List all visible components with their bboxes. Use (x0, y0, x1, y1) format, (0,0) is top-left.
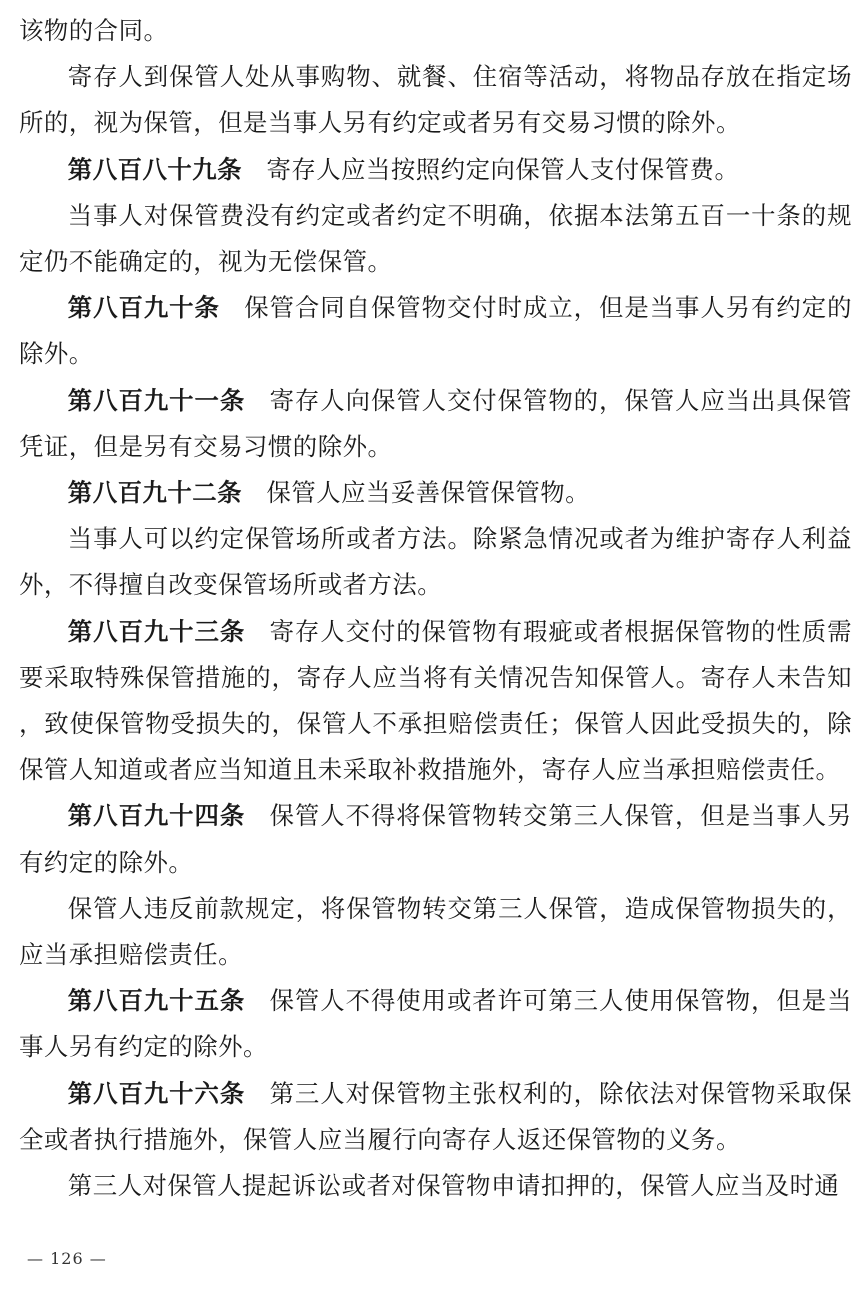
article-891-text: 寄存人向保管人交付保管物的，保管人应当出具保管凭证，但是另有交易习惯的除外。 (19, 385, 852, 461)
article-893 (19, 609, 852, 794)
paragraph-10 (19, 886, 852, 978)
article-893-text: 寄存人交付的保管物有瑕疵或者根据保管物的性质需要采取特殊保管措施的，寄存人应当将有关情况告知保管人。寄存人未告知，致使保管物受损失的，保管人不承担赔偿责任；保管人因此受损失的，除保管人知道或者应当知道且未采取补救措施外，寄存人应当承担赔偿责任。 (19, 616, 852, 785)
article-894-heading: 第八百九十四条 (67, 801, 246, 831)
paragraph-7 (19, 516, 852, 608)
article-896 (19, 1071, 852, 1163)
article-896-text: 第三人对保管物主张权利的，除依法对保管物采取保全或者执行措施外，保管人应当履行向寄存人返还保管物的义务。 (19, 1078, 852, 1154)
article-894-text: 保管人不得将保管物转交第三人保管，但是当事人另有约定的除外。 (19, 801, 852, 877)
article-890-text: 保管合同自保管物交付时成立，但是当事人另有约定的除外。 (19, 293, 852, 369)
document-page (19, 0, 852, 1209)
article-895-heading: 第八百九十五条 (67, 986, 246, 1016)
article-889 (19, 147, 852, 193)
article-896-heading: 第八百九十六条 (67, 1078, 246, 1108)
article-892 (19, 470, 852, 516)
paragraph-13-text: 第三人对保管人提起诉讼或者对保管物申请扣押的，保管人应当及时通 (67, 1171, 840, 1201)
paragraph-1-text: 寄存人到保管人处从事购物、就餐、住宿等活动，将物品存放在指定场所的，视为保管，但是当事人另有约定或者另有交易习惯的除外。 (19, 62, 852, 138)
article-889-heading: 第八百八十九条 (67, 154, 243, 184)
article-894 (19, 793, 852, 885)
paragraph-7-text: 当事人可以约定保管场所或者方法。除紧急情况或者为维护寄存人利益外，不得擅自改变保管场所或者方法。 (19, 524, 852, 600)
article-891-heading: 第八百九十一条 (67, 385, 246, 415)
article-890-heading: 第八百九十条 (67, 293, 220, 323)
paragraph-0 (19, 8, 852, 54)
article-895-text: 保管人不得使用或者许可第三人使用保管物，但是当事人另有约定的除外。 (19, 986, 852, 1062)
paragraph-3-text: 当事人对保管费没有约定或者约定不明确，依据本法第五百一十条的规定仍不能确定的，视为无偿保管。 (19, 200, 852, 277)
paragraph-1 (19, 54, 852, 146)
paragraph-3 (19, 193, 852, 285)
paragraph-0-text: 该物的合同。 (19, 16, 169, 45)
paragraph-13 (19, 1163, 852, 1209)
article-892-heading: 第八百九十二条 (67, 478, 243, 508)
article-890 (19, 285, 852, 377)
article-892-text: 保管人应当妥善保管保管物。 (266, 478, 591, 508)
article-889-text: 寄存人应当按照约定向保管人支付保管费。 (266, 154, 740, 184)
page-number: — 126 — (27, 1249, 107, 1268)
article-891 (19, 378, 852, 470)
article-895 (19, 978, 852, 1070)
article-893-heading: 第八百九十三条 (67, 616, 246, 646)
paragraph-10-text: 保管人违反前款规定，将保管物转交第三人保管，造成保管物损失的，应当承担赔偿责任。 (19, 893, 852, 970)
